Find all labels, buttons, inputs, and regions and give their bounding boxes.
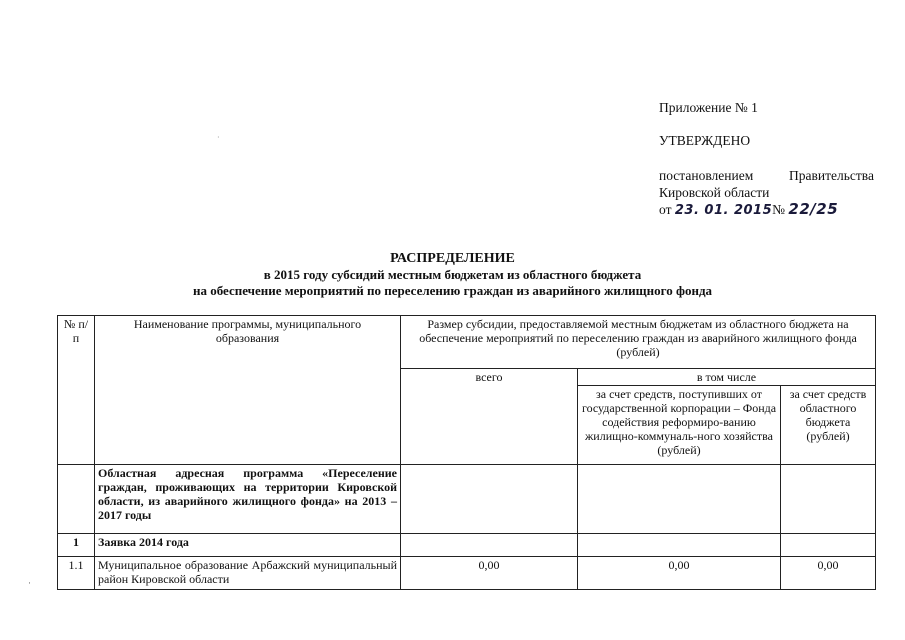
handwritten-date: 23. 01. 2015 [674,203,773,218]
table-row [58,465,876,534]
document-subtitle-line-2: на обеспечение мероприятий по переселению граждан из аварийного жилищного фонда [192,283,713,298]
row-fund [578,534,781,557]
row-total [401,534,578,557]
row-num: 1 [58,534,95,557]
decree-reference [659,167,874,219]
decree-text: постановлением Правительства Кировской области [659,168,874,200]
row-total [401,465,578,534]
row-name: Заявка 2014 года [95,534,401,557]
header-fund: за счет средств, поступивших от государственной корпорации – Фонда содействия реформиро-ванию жилищно-коммуналь-ного хозяйства (рублей) [578,386,781,465]
row-regional [781,465,876,534]
header-num: № п/п [58,316,95,465]
header-total: всего [401,369,578,465]
header-regional: за счет средств областного бюджета (рублей) [781,386,876,465]
approved-stamp-text: УТВЕРЖДЕНО [659,133,751,148]
row-num [58,465,95,534]
row-fund [578,465,781,534]
header-name-text: Наименование программы, муниципального образования [133,317,362,345]
row-name: Муниципальное образование Арбажский муниципальный район Кировской области [95,557,401,590]
scan-speck: · [217,133,220,142]
row-regional: 0,00 [781,557,876,590]
number-sign: № [772,202,786,217]
document-title: РАСПРЕДЕЛЕНИЕ [390,251,515,266]
subsidy-distribution-table [57,315,876,590]
header-subsidy: Размер субсидии, предоставляемой местным бюджетам из областного бюджета на обеспечение мероприятий по переселению граждан из аварийного жилищного фонда (рублей) [401,316,876,369]
header-name [95,316,401,465]
table-row [58,534,876,557]
decree-date-line [659,201,874,219]
appendix-number: Приложение № 1 [659,100,758,115]
row-fund: 0,00 [578,557,781,590]
table-row [58,557,876,590]
header-including: в том числе [578,369,876,386]
row-total: 0,00 [401,557,578,590]
row-regional [781,534,876,557]
handwritten-number: 22/25 [788,200,839,218]
scan-mark: · [28,578,31,588]
table-header-row-1 [58,316,876,369]
date-prefix: от [659,202,672,217]
row-num: 1.1 [58,557,95,590]
document-subtitle-line-1: в 2015 году субсидий местным бюджетам из областного бюджета [263,267,642,282]
row-name: Областная адресная программа «Переселение граждан, проживающих на территории Кировской области, из аварийного жилищного фонда» на 2013 – 2017 годы [95,465,401,534]
